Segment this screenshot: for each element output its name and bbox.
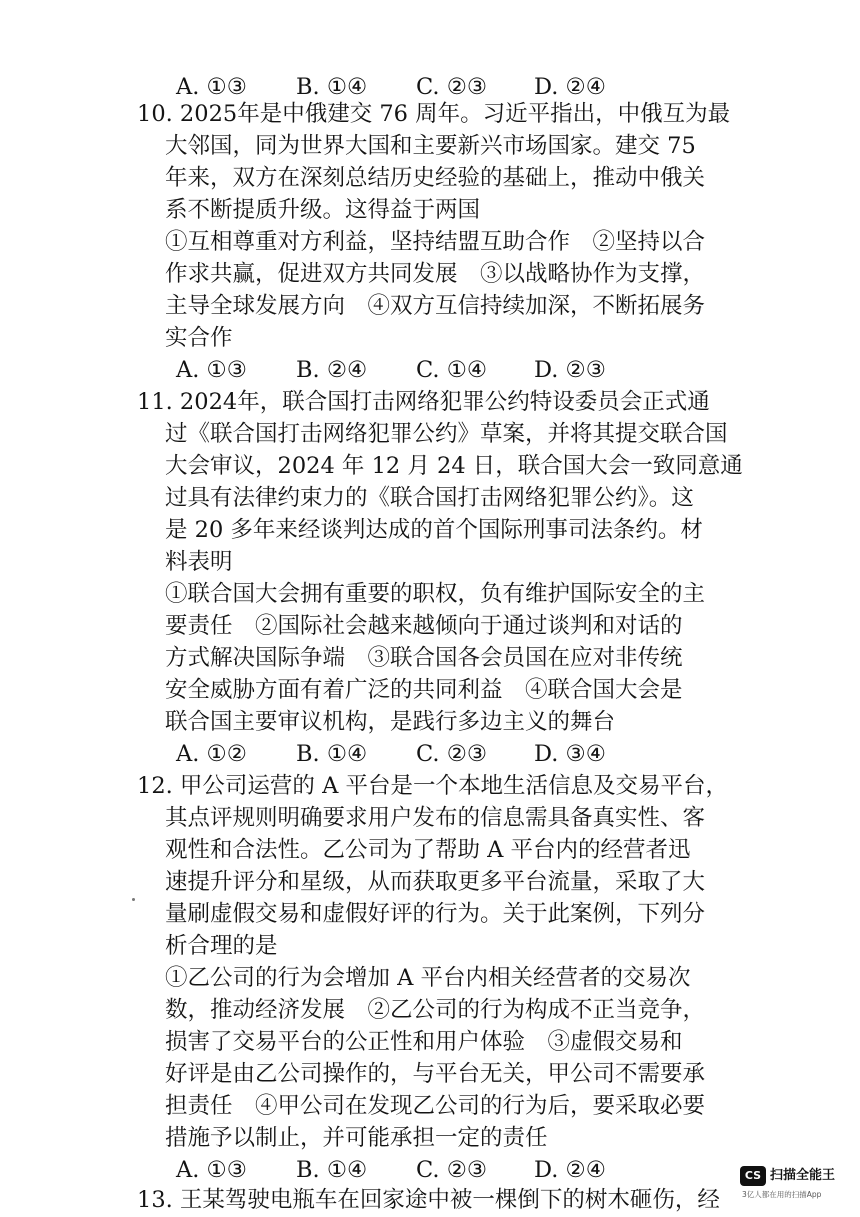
question-12-line: 12. 甲公司运营的 A 平台是一个本地生活信息及交易平台， [137,773,728,799]
question-10-line: 10. 2025年是中俄建交 76 周年。习近平指出，中俄互为最 [137,101,731,127]
question-13-line: 13. 王某驾驶电瓶车在回家途中被一棵倒下的树木砸伤，经 [137,1187,720,1213]
question-12-line: 担责任 ④甲公司在发现乙公司的行为后，要采取必要 [165,1093,706,1119]
option-b: B. ①④ [296,741,368,767]
scan-speck [132,898,135,901]
option-b: B. ①④ [296,74,368,100]
option-b: B. ②④ [296,357,368,383]
question-12-line: 好评是由乙公司操作的，与平台无关，甲公司不需要承 [165,1061,706,1087]
option-d: D. ②④ [534,74,606,100]
scanner-watermark [740,1163,850,1207]
question-12-line: 其点评规则明确要求用户发布的信息需具备真实性、客 [165,805,706,831]
option-c: C. ②③ [416,741,488,767]
question-11-line: 大会审议，2024 年 12 月 24 日，联合国大会一致同意通 [165,453,743,479]
option-d: D. ②③ [534,357,606,383]
question-11-line: 11. 2024年，联合国打击网络犯罪公约特设委员会正式通 [137,389,710,415]
option-c: C. ②③ [416,74,488,100]
camscanner-logo-icon: CS [740,1166,766,1186]
option-c: C. ②③ [416,1157,488,1183]
option-a: A. ①③ [176,1157,247,1183]
question-12-line: 观性和合法性。乙公司为了帮助 A 平台内的经营者迅 [165,837,691,863]
question-11-line: 安全威胁方面有着广泛的共同利益 ④联合国大会是 [165,677,683,703]
option-a: A. ①② [176,741,247,767]
question-11-line: ①联合国大会拥有重要的职权，负有维护国际安全的主 [165,581,706,607]
question-12-line: 数，推动经济发展 ②乙公司的行为构成不正当竞争， [165,997,706,1023]
question-12-line: 损害了交易平台的公正性和用户体验 ③虚假交易和 [165,1029,683,1055]
question-11-line: 过具有法律约束力的《联合国打击网络犯罪公约》。这 [165,485,694,511]
question-11-line: 料表明 [165,549,233,575]
watermark-app-name: 扫描全能王 [770,1168,836,1183]
question-12-line: ①乙公司的行为会增加 A 平台内相关经营者的交易次 [165,965,691,991]
question-10-line: 作求共赢，促进双方共同发展 ③以战略协作为支撑， [165,261,706,287]
question-11-line: 过《联合国打击网络犯罪公约》草案，并将其提交联合国 [165,421,728,447]
question-10-line: 年来，双方在深刻总结历史经验的基础上，推动中俄关 [165,165,706,191]
option-a: A. ①③ [176,74,247,100]
question-10-line: 实合作 [165,325,233,351]
question-12-line: 措施予以制止，并可能承担一定的责任 [165,1125,548,1151]
option-d: D. ②④ [534,1157,606,1183]
option-c: C. ①④ [416,357,488,383]
question-10-line: ①互相尊重对方利益，坚持结盟互助合作 ②坚持以合 [165,229,706,255]
question-12-line: 量刷虚假交易和虚假好评的行为。关于此案例，下列分 [165,901,706,927]
option-a: A. ①③ [176,357,247,383]
question-11-line: 方式解决国际争端 ③联合国各会员国在应对非传统 [165,645,683,671]
question-12-line: 析合理的是 [165,933,278,959]
question-10-line: 主导全球发展方向 ④双方互信持续加深，不断拓展务 [165,293,706,319]
question-11-line: 联合国主要审议机构，是践行多边主义的舞台 [165,709,616,735]
question-12-line: 速提升评分和星级，从而获取更多平台流量，采取了大 [165,869,706,895]
watermark-tagline: 3亿人都在用的扫描App [742,1190,822,1199]
question-10-line: 系不断提质升级。这得益于两国 [165,197,481,223]
option-d: D. ③④ [534,741,606,767]
option-b: B. ①④ [296,1157,368,1183]
question-11-line: 是 20 多年来经谈判达成的首个国际刑事司法条约。材 [165,517,703,543]
question-10-line: 大邻国，同为世界大国和主要新兴市场国家。建交 75 [165,133,696,159]
question-11-line: 要责任 ②国际社会越来越倾向于通过谈判和对话的 [165,613,683,639]
